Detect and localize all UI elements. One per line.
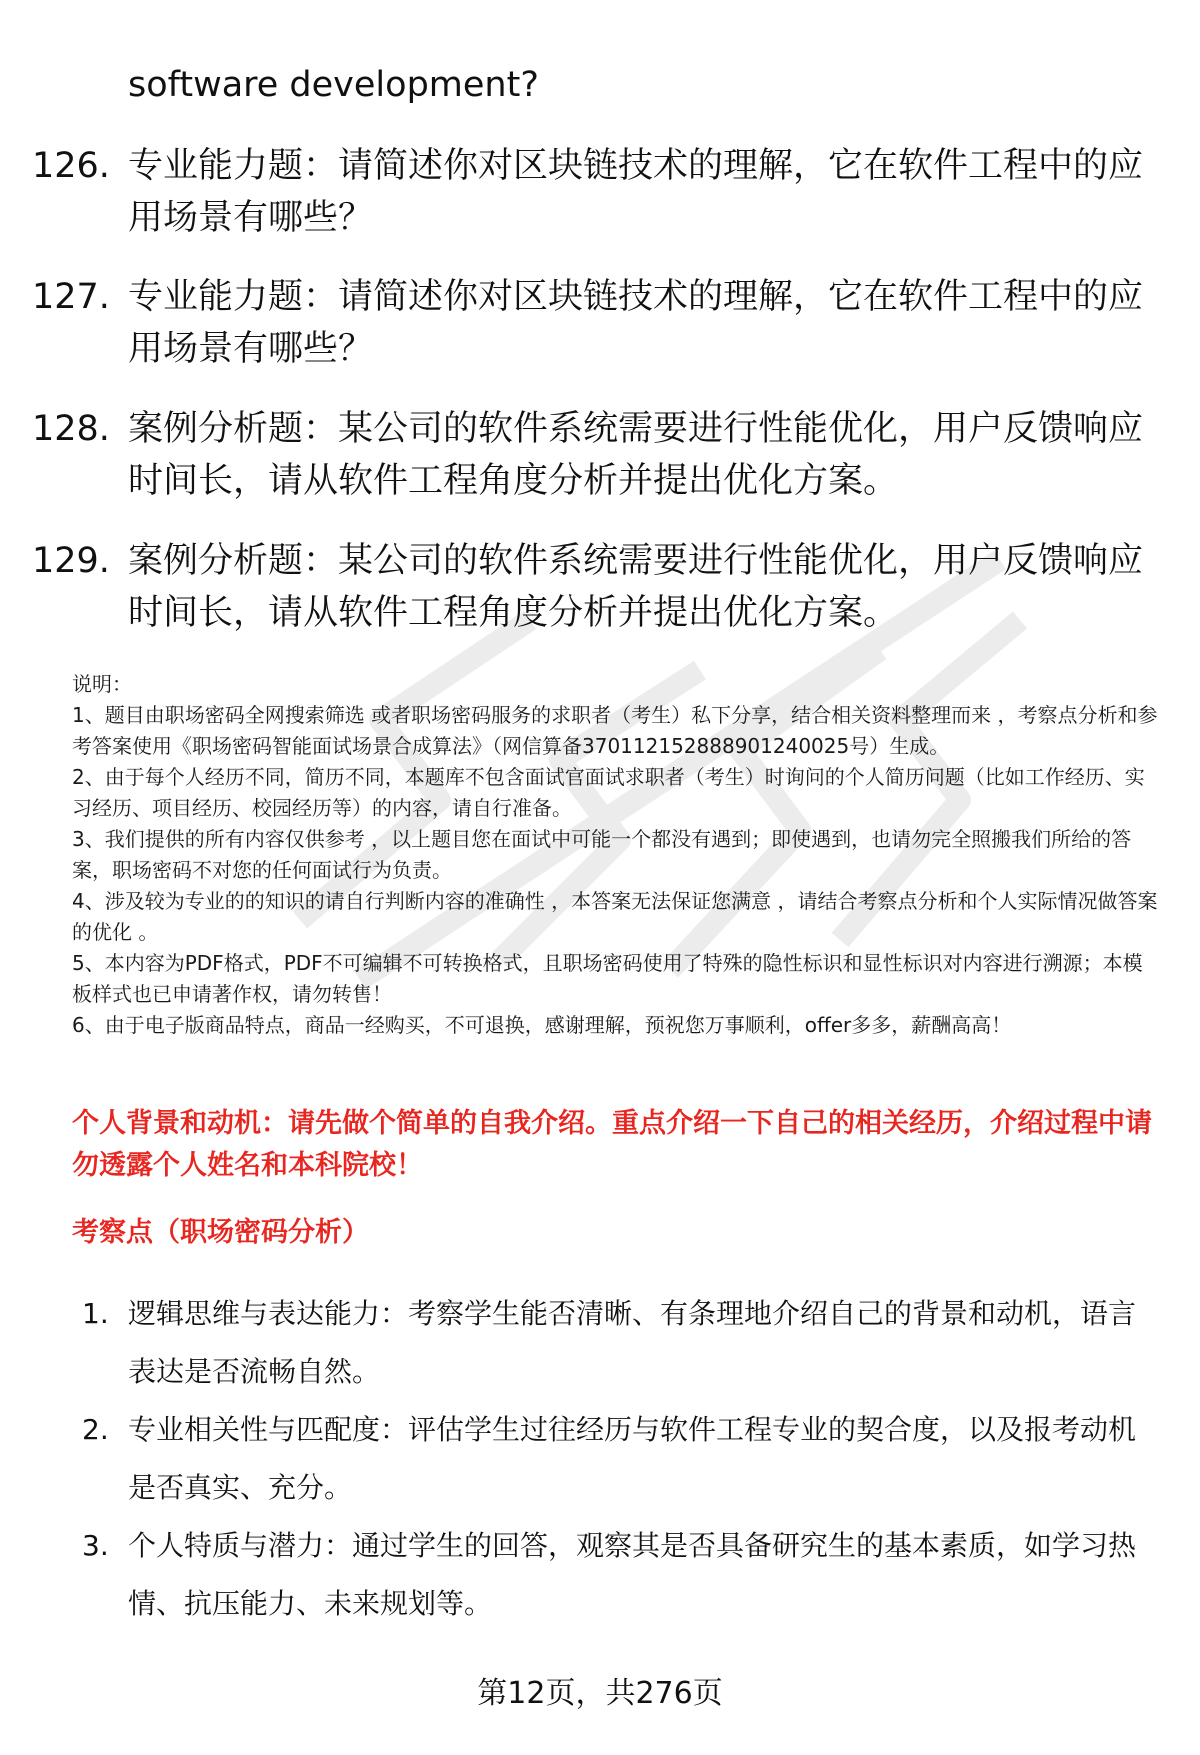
point-text: 个人特质与潜力：通过学生的回答，观察其是否具备研究生的基本素质，如学习热情、抗压能力、未来规划等。	[128, 1529, 1137, 1620]
point-text: 专业相关性与匹配度：评估学生过往经历与软件工程专业的契合度，以及报考动机是否真实、充分。	[128, 1413, 1137, 1504]
question-number: 128.	[32, 409, 110, 449]
question-item	[32, 535, 1162, 639]
question-item	[32, 271, 1162, 375]
point-number: 3.	[82, 1529, 109, 1562]
question-text: 专业能力题：请简述你对区块链技术的理解，它在软件工程中的应用场景有哪些？	[128, 277, 1144, 369]
background-question: 个人背景和动机：请先做个简单的自我介绍。重点介绍一下自己的相关经历，介绍过程中请勿透露个人姓名和本科院校！	[72, 1108, 1152, 1181]
question-text: 专业能力题：请简述你对区块链技术的理解，它在软件工程中的应用场景有哪些？	[128, 146, 1144, 238]
note-item: 2、由于每个人经历不同，简历不同，本题库不包含面试官面试求职者（考生）时询问的个人简历问题（比如工作经历、实习经历、项目经历、校园经历等）的内容，请自行准备。	[72, 765, 1145, 820]
question-number: 127.	[32, 277, 110, 317]
assessment-point	[82, 1401, 1162, 1517]
question-text: 案例分析题：某公司的软件系统需要进行性能优化，用户反馈响应时间长，请从软件工程角度分析并提出优化方案。	[128, 409, 1144, 501]
continuation-text: software development?	[128, 65, 539, 105]
note-item: 5、本内容为PDF格式，PDF不可编辑不可转换格式，且职场密码使用了特殊的隐性标识和显性标识对内容进行溯源；本模板样式也已申请著作权，请勿转售！	[72, 951, 1143, 1006]
page-footer: 第12页，共276页	[477, 1676, 723, 1711]
point-number: 1.	[82, 1297, 109, 1330]
disclaimer-notes	[72, 669, 1162, 1041]
question-number: 129.	[32, 541, 110, 581]
assessment-heading: 考察点（职场密码分析）	[72, 1217, 369, 1248]
note-item: 4、涉及较为专业的的知识的请自行判断内容的准确性 ，本答案无法保证您满意 ，请结合考察点分析和个人实际情况做答案的优化 。	[72, 889, 1158, 944]
note-item: 3、我们提供的所有内容仅供参考 ，以上题目您在面试中可能一个都没有遇到；即使遇到，也请勿完全照搬我们所给的答案，职场密码不对您的任何面试行为负责。	[72, 827, 1132, 882]
notes-heading: 说明：	[72, 672, 132, 696]
note-item: 1、题目由职场密码全网搜索筛选 或者职场密码服务的求职者（考生）私下分享，结合相关资料整理而来 ，考察点分析和参考答案使用《职场密码智能面试场景合成算法》（网信算备370112152888901240025号）生成。	[72, 703, 1158, 758]
assessment-point	[82, 1285, 1162, 1401]
question-item	[32, 403, 1162, 507]
point-text: 逻辑思维与表达能力：考察学生能否清晰、有条理地介绍自己的背景和动机，语言表达是否流畅自然。	[128, 1297, 1137, 1388]
assessment-points	[82, 1285, 1162, 1633]
question-item	[32, 140, 1162, 244]
assessment-point	[82, 1517, 1162, 1633]
note-item: 6、由于电子版商品特点，商品一经购买，不可退换，感谢理解，预祝您万事顺利，offer多多，薪酬高高！	[72, 1013, 1012, 1037]
point-number: 2.	[82, 1413, 109, 1446]
question-text: 案例分析题：某公司的软件系统需要进行性能优化，用户反馈响应时间长，请从软件工程角度分析并提出优化方案。	[128, 541, 1144, 633]
question-number: 126.	[32, 146, 110, 186]
